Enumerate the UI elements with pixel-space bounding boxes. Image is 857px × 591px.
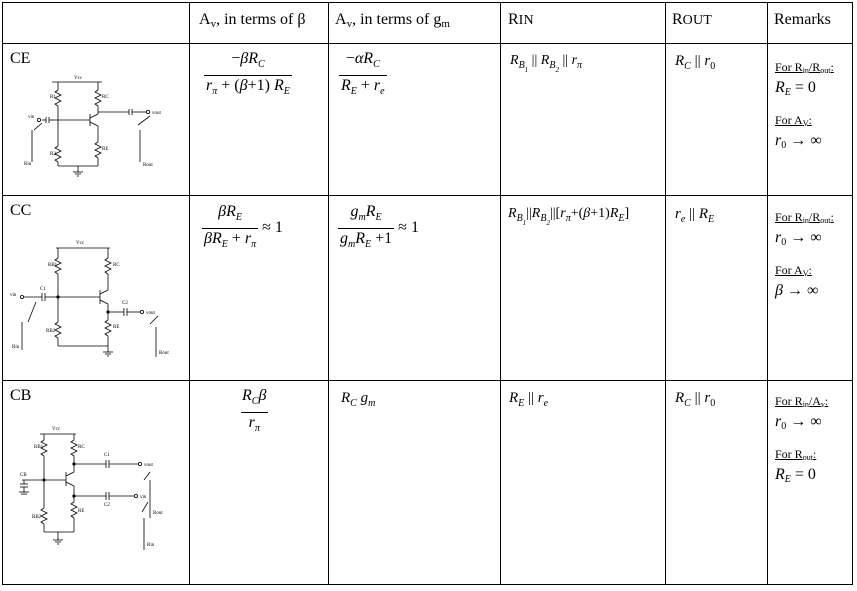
svg-text:CB: CB (20, 473, 27, 478)
amplifier-comparison-table (2, 2, 853, 585)
cc-rin-formula: $R_{B_1}||R_{B_2}||[r_\pi+(\beta+1)R_E]$ (508, 206, 630, 227)
cc-av-gm-formula (338, 203, 419, 254)
svg-text:Vcc: Vcc (74, 76, 83, 81)
col-divider-2 (328, 2, 329, 585)
ce-remark-1-expr: $R_E = 0$ (775, 79, 816, 98)
cb-remark-2-expr: $R_E = 0$ (775, 466, 816, 485)
col-divider-3 (500, 2, 501, 585)
svg-text:C2: C2 (104, 503, 110, 508)
svg-text:RB2: RB2 (46, 329, 56, 334)
table-border-left (2, 2, 3, 585)
cc-av-beta-formula (202, 203, 283, 254)
col-divider-5 (767, 2, 768, 585)
table-border-top (2, 2, 853, 3)
svg-text:Rout: Rout (159, 351, 169, 356)
svg-text:C2: C2 (122, 301, 128, 306)
ce-av-beta-numerator: $-\beta R_C$ (231, 50, 265, 70)
svg-text:Rin: Rin (24, 162, 32, 167)
cc-av-gm-approx: ≈ 1 (398, 219, 419, 237)
cc-av-beta-numerator: $\beta R_E$ (218, 203, 242, 223)
ce-av-gm-numerator: $-\alpha R_C$ (345, 50, 380, 70)
ce-rout-formula: $R_C$ || $r_0$ (675, 53, 716, 72)
cb-av-beta-denominator: $r_\pi$ (241, 412, 268, 438)
cc-av-beta-approx: ≈ 1 (262, 219, 283, 237)
svg-text:Rin: Rin (12, 345, 20, 350)
header-av-beta: $A_v$, in terms of β (199, 11, 306, 30)
svg-text:Vcc: Vcc (52, 427, 61, 432)
ce-av-gm-formula (339, 50, 387, 101)
svg-text:R2: R2 (50, 152, 56, 157)
svg-text:C1: C1 (104, 453, 110, 458)
cc-av-beta-denominator: $\beta R_E + r_\pi$ (202, 228, 258, 254)
header-av-gm: $A_v$, in terms of $g_m$ (335, 11, 450, 30)
cc-av-gm-denominator: $g_mR_E +1$ (338, 228, 394, 254)
cb-av-beta-formula (240, 387, 268, 438)
cb-remarks (775, 394, 828, 490)
svg-text:vout: vout (146, 311, 155, 316)
ce-av-beta-denominator: $r_\pi + (\beta+1)$ $R_E$ (204, 75, 292, 101)
cc-remark-1-label: For $R_{in}/R_{out}$: (775, 210, 834, 225)
table-border-right (852, 2, 853, 585)
cb-amplifier-schematic (10, 420, 180, 560)
cb-remark-2-label: For $R_{out}$: (775, 447, 817, 462)
svg-text:vin: vin (10, 293, 17, 298)
svg-text:RC: RC (113, 263, 120, 268)
cb-rin-formula: $R_E$ || $r_e$ (509, 390, 549, 409)
svg-text:RE: RE (78, 509, 85, 514)
ce-remark-1-label: For $R_{in}/R_{out}$: (775, 60, 834, 75)
cb-remark-1-expr: $r_0$ → ∞ (775, 413, 822, 432)
svg-text:RB2: RB2 (32, 515, 42, 520)
svg-text:Rout: Rout (143, 163, 153, 168)
cc-amplifier-schematic (10, 232, 180, 372)
ce-remarks (775, 60, 834, 156)
cc-remark-2-label: For $A_V$: (775, 263, 812, 278)
header-rout: ROUT (672, 11, 713, 28)
svg-text:vin: vin (28, 115, 35, 120)
header-rin: RIN (508, 11, 534, 28)
cb-remark-1-label: For $R_{in}/A_v$: (775, 394, 829, 409)
ce-remark-2-expr: $r_0$ → ∞ (775, 132, 822, 151)
cc-remark-2-expr: β → ∞ (775, 282, 819, 299)
cc-remarks (775, 210, 834, 301)
header-divider (2, 43, 853, 44)
row-label-cb: CB (10, 387, 32, 404)
table-border-bottom (2, 584, 853, 585)
svg-text:Rout: Rout (153, 511, 163, 516)
cb-rout-formula: $R_C$ || $r_0$ (675, 390, 716, 409)
svg-text:RC: RC (78, 445, 85, 450)
svg-text:RE: RE (102, 147, 109, 152)
ce-remark-2-label: For $A_V$: (775, 113, 812, 128)
svg-text:C1: C1 (40, 287, 46, 292)
cc-av-gm-numerator: $g_mR_E$ (350, 203, 382, 223)
col-divider-4 (665, 2, 666, 585)
ce-rin-formula: $R_{B_1}$ || $R_{B_2}$ || $r_\pi$ (510, 53, 583, 74)
cb-av-beta-numerator: $R_C\beta$ (242, 387, 267, 407)
svg-text:RC: RC (102, 95, 109, 100)
ce-amplifier-schematic (14, 70, 174, 182)
svg-text:vout: vout (144, 463, 153, 468)
cc-remark-1-expr: $r_0$ → ∞ (775, 229, 822, 248)
svg-text:RB1: RB1 (48, 263, 58, 268)
row-label-ce: CE (10, 50, 31, 67)
svg-text:RB1: RB1 (34, 445, 44, 450)
row-divider-cc-cb (2, 380, 853, 381)
cb-av-gm-formula: $R_C$ $g_m$ (341, 390, 376, 409)
svg-text:Vcc: Vcc (76, 241, 85, 246)
col-divider-1 (189, 2, 190, 585)
row-label-cc: CC (10, 202, 32, 219)
svg-text:RE: RE (113, 325, 120, 330)
svg-text:R1: R1 (50, 95, 56, 100)
svg-text:vout: vout (152, 111, 161, 116)
svg-text:vin: vin (140, 495, 147, 500)
svg-text:Rin: Rin (147, 543, 155, 548)
ce-av-beta-formula (204, 50, 292, 101)
row-divider-ce-cc (2, 195, 853, 196)
cc-rout-formula: $r_e$ || $R_E$ (675, 206, 715, 225)
ce-av-gm-denominator: $R_E + r_e$ (339, 75, 387, 101)
header-remarks: Remarks (774, 11, 831, 28)
